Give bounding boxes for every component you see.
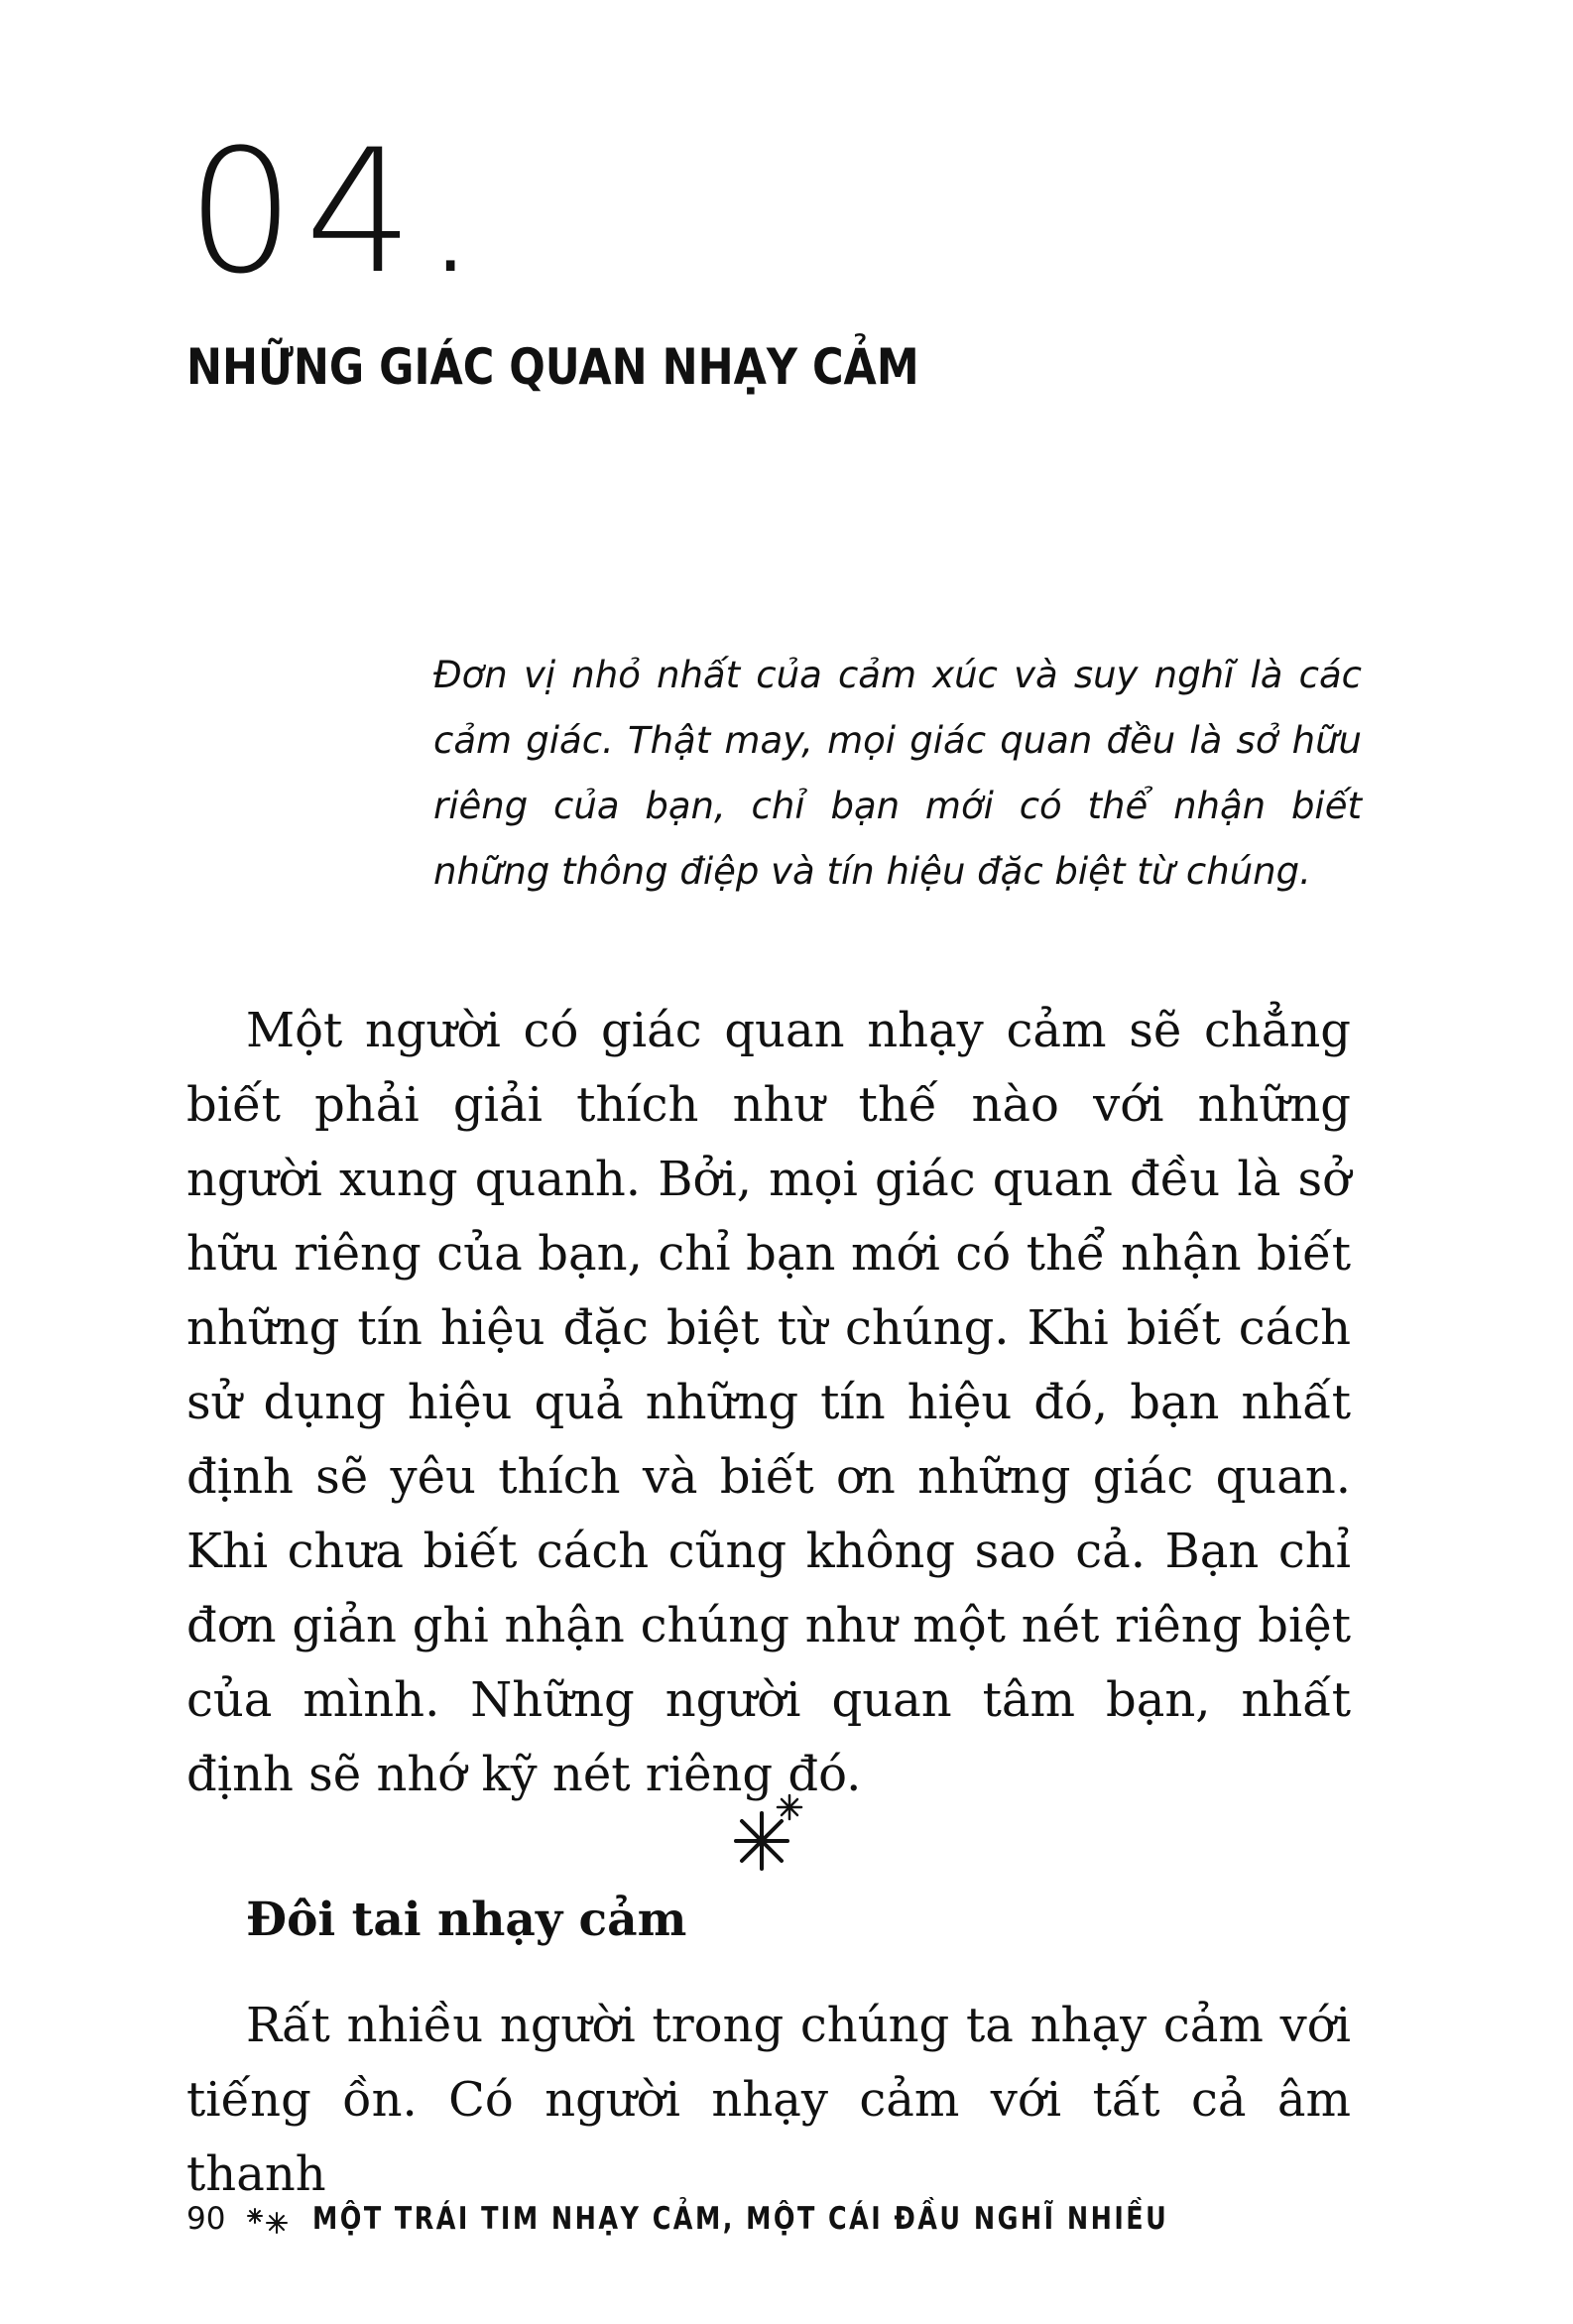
chapter-number: 04. <box>186 112 488 311</box>
body-paragraph-2: Rất nhiều người trong chúng ta nhạy cảm với tiếng ồn. Có người nhạy cảm với tất cả âm thanh <box>186 1998 1351 2202</box>
chapter-title: NHỮNG GIÁC QUAN NHẠY CẢM <box>186 338 919 396</box>
double-asterisk-icon <box>243 2205 293 2235</box>
page-footer <box>186 2201 1357 2237</box>
asterisk-sparkle-icon <box>732 1793 803 1873</box>
epigraph: Đơn vị nhỏ nhất của cảm xúc và suy nghĩ là các cảm giác. Thật may, mọi giác quan đều là sở hữu riêng của bạn, chỉ bạn mới có thể nhận biết những thông điệp và tín hiệu đặc biệt từ chúng. <box>433 654 1362 893</box>
page-number: 90 <box>186 2201 226 2237</box>
section-heading: Đôi tai nhạy cảm <box>246 1893 687 1947</box>
body-paragraph-1: Một người có giác quan nhạy cảm sẽ chẳng biết phải giải thích như thế nào với những người xung quanh. Bởi, mọi giác quan đều là sở hữu riêng của bạn, chỉ bạn mới có thể nhận biết những tín hiệu đặc biệt từ chúng. Khi biết cách sử dụng hiệu quả những tín hiệu đó, bạn nhất định sẽ yêu thích và biết ơn những giác quan. Khi chưa biết cách cũng không sao cả. Bạn chỉ đơn giản ghi nhận chúng như một nét riêng biệt của mình. Những người quan tâm bạn, nhất định sẽ nhớ kỹ nét riêng đó. <box>186 1003 1351 1802</box>
book-title: MỘT TRÁI TIM NHẠY CẢM, MỘT CÁI ĐẦU NGHĨ NHIỀU <box>312 2201 1169 2237</box>
